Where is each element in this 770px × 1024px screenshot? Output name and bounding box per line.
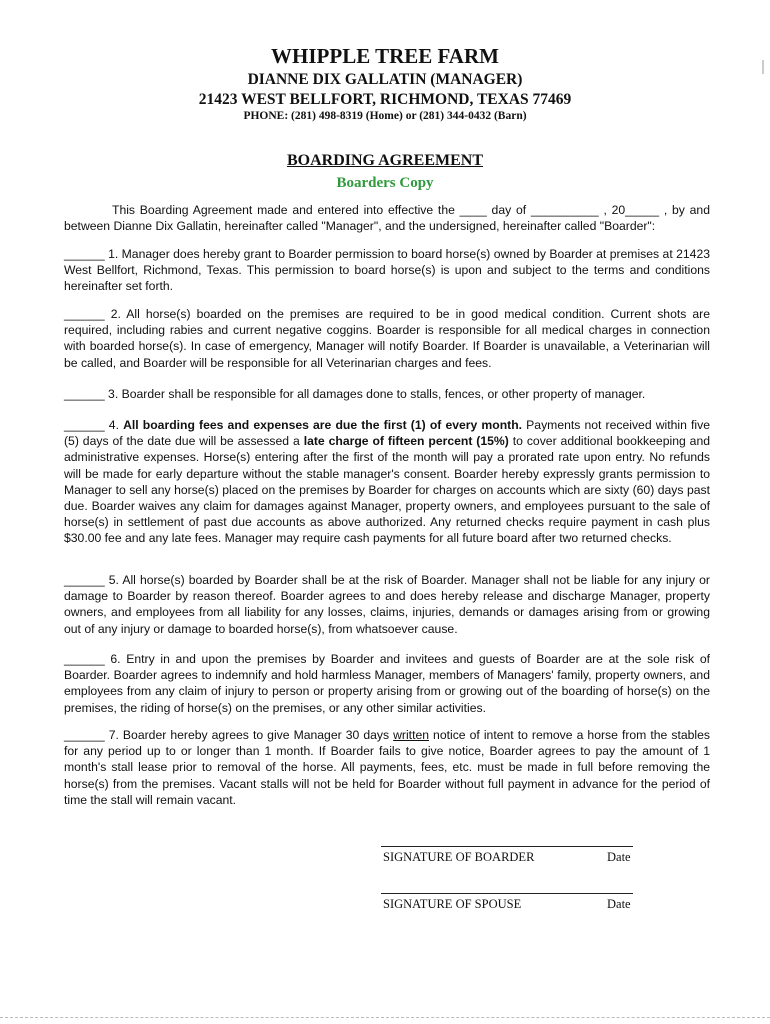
manager-name: DIANNE DIX GALLATIN (MANAGER) [247, 71, 523, 88]
clause-2 [64, 306, 710, 371]
boarder-signature-line[interactable] [381, 846, 633, 847]
clause-6-text: ______ 6. Entry in and upon the premises by Boarder and invitees and guests of Boarder are at the sole risk of Boarder. Boarder agrees to indemnify and hold harmless Manager, members of Managers' family, property owners, and employees from any claim of injury to person or property arising from or growing out of the boarding of horse(s) on the premises, the riding of horse(s) on the premises, or any other similar activities. [64, 652, 710, 715]
spouse-signature-line[interactable] [381, 893, 633, 894]
farm-phone: PHONE: (281) 498-8319 (Home) or (281) 344-0432 (Barn) [243, 110, 527, 122]
farm-address: 21423 WEST BELLFORT, RICHMOND, TEXAS 77469 [198, 91, 572, 108]
spouse-signature-label: SIGNATURE OF SPOUSE [383, 897, 522, 911]
clause-3 [64, 386, 710, 402]
clause-7-prefix: ______ 7. Boarder hereby agrees to give Manager 30 days [64, 728, 394, 742]
clause-1-text: ______ 1. Manager does hereby grant to Boarder permission to board horse(s) owned by Boarder at premises at 21423 West Bellfort, Richmond, Texas. This permission to board horse(s) is upon and subject to the terms and conditions hereinafter set forth. [64, 247, 710, 294]
clause-7-written-underlined: written [393, 728, 430, 742]
clause-7-rest: notice of intent to remove a horse from the stables for any period up to or longer than 1 month. If Boarder fails to give notice, Boarder agrees to pay the amount of 1 month's stall lease prior to removal of the horse. All payments, fees, etc. must be made in full before removing the horse(s) from the premises. Vacant stalls will not be held for Boarder without full payment in advance for the period of time the stall will remain vacant. [64, 728, 710, 807]
clause-4-rest: to cover additional bookkeeping and administrative expenses. Horse(s) entering after the first of the month will pay a prorated rate upon entry. No refunds will be made for early departure without the stable manager's consent. Boarder hereby expressly grants permission to Manager to sell any horse(s) placed on the premises by Boarder for charges on accounts which are sixty (60) days past due. Boarder waives any claim for damages against Manager, property owners, and employees pursuant to the sale of horse(s) in settlement of past due accounts as above authorized. Any returned checks require payment in cash plus $30.00 fee and any late fees. Manager may require cash payments for all future board after two returned checks. [64, 434, 710, 546]
clause-4-late-charge-bold: late charge of fifteen percent (15%) [303, 434, 509, 449]
clause-7 [64, 727, 710, 808]
clause-4-prefix: ______ 4. [64, 418, 124, 432]
farm-name: WHIPPLE TREE FARM [271, 44, 499, 68]
clause-5-text: ______ 5. All horse(s) boarded by Boarder shall be at the risk of Boarder. Manager shall not be liable for any injury or damage to Boarder by reason thereof. Boarder agrees to and does hereby release and discharge Manager, property owners, and employees from all liability for any losses, claims, injuries, demands or damages arising from or growing out of any injury or damage to boarded horse(s), from whatsoever cause. [64, 573, 710, 636]
copy-label: Boarders Copy [336, 175, 434, 191]
clause-5 [64, 572, 710, 637]
intro-text: This Boarding Agreement made and entered into effective the ____ day of __________ , 20_____ , by and between Dianne Dix Gallatin, hereinafter called "Manager", and the undersigned, hereinafter called "Boarder": [64, 203, 710, 234]
clause-2-text: ______ 2. All horse(s) boarded on the premises are required to be in good medical condition. Current shots are required, including rabies and current negative coggins. Boarder is responsible for all medical charges in connection with boarded horse(s). In case of emergency, Manager will notify Boarder. If Boarder is unavailable, a Veterinarian will be called, and Boarder will be responsible for all Veterinarian charges and fees. [64, 307, 710, 370]
intro-paragraph [64, 202, 710, 234]
boarder-date-label: Date [607, 850, 631, 864]
clause-3-text: ______ 3. Boarder shall be responsible for all damages done to stalls, fences, or other property of manager. [64, 387, 646, 401]
clause-4-mid: Payments not received within five (5) days of the date due will be assessed a [64, 418, 710, 449]
clause-4-due-date-bold: All boarding fees and expenses are due the first (1) of every month. [123, 418, 523, 432]
document-title: BOARDING AGREEMENT [286, 152, 484, 169]
clause-6 [64, 651, 710, 716]
scan-mark [762, 60, 764, 74]
spouse-date-label: Date [607, 897, 631, 911]
page-bottom-edge [0, 1017, 770, 1018]
boarder-signature-label: SIGNATURE OF BOARDER [383, 850, 535, 864]
clause-1 [64, 246, 710, 295]
clause-4 [64, 417, 710, 547]
